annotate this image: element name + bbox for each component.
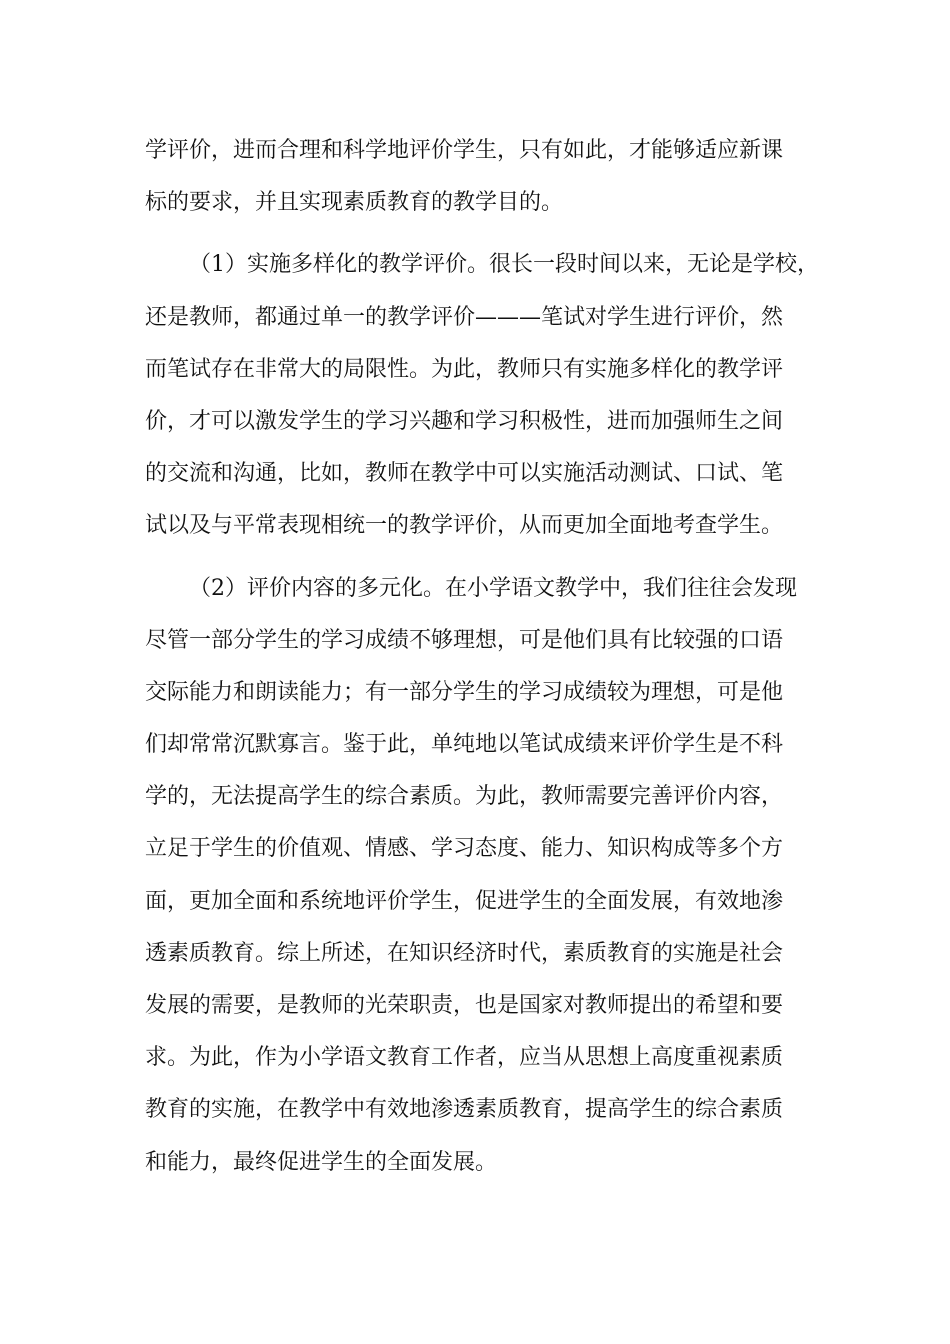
- text-line: 们却常常沉默寡言。鉴于此，单纯地以笔试成绩来评价学生是不科: [145, 732, 784, 758]
- paragraph-diverse-evaluation: [145, 239, 819, 552]
- text-line: 透素质教育。综上所述，在知识经济时代，素质教育的实施是社会: [145, 940, 784, 966]
- text-line: 学的，无法提高学生的综合素质。为此，教师需要完善评价内容，: [145, 784, 784, 810]
- text-line: 教育的实施，在教学中有效地渗透素质教育，提高学生的综合素质: [145, 1097, 784, 1123]
- document-body: [145, 125, 819, 1189]
- text-line: 面，更加全面和系统地评价学生，促进学生的全面发展，有效地渗: [145, 888, 784, 914]
- text-line: 标的要求，并且实现素质教育的教学目的。: [145, 190, 564, 216]
- text-line: （1）实施多样化的教学评价。很长一段时间以来，无论是学校，: [189, 252, 819, 278]
- text-line: 立足于学生的价值观、情感、学习态度、能力、知识构成等多个方: [145, 836, 784, 862]
- text-line: 学评价，进而合理和科学地评价学生，只有如此，才能够适应新课: [145, 138, 784, 163]
- text-line: 价，才可以激发学生的学习兴趣和学习积极性，进而加强师生之间: [145, 408, 784, 434]
- text-line: 和能力，最终促进学生的全面发展。: [145, 1149, 498, 1175]
- text-line: 发展的需要，是教师的光荣职责，也是国家对教师提出的希望和要: [145, 993, 784, 1018]
- paragraph-gap: [145, 229, 805, 239]
- text-line: 还是教师，都通过单一的教学评价———笔试对学生进行评价，然: [145, 304, 784, 330]
- text-line: （2）评价内容的多元化。在小学语文教学中，我们往往会发现: [189, 575, 797, 601]
- text-line: 求。为此，作为小学语文教育工作者，应当从思想上高度重视素质: [145, 1045, 784, 1071]
- text-line: 试以及与平常表现相统一的教学评价，从而更加全面地考查学生。: [145, 513, 784, 539]
- paragraph-diverse-content: [145, 563, 805, 1189]
- text-line: 而笔试存在非常大的局限性。为此，教师只有实施多样化的教学评: [145, 356, 784, 382]
- text-line: 尽管一部分学生的学习成绩不够理想，可是他们具有比较强的口语: [145, 627, 784, 653]
- text-line: 的交流和沟通，比如，教师在教学中可以实施活动测试、口试、笔: [145, 461, 784, 487]
- text-line: 交际能力和朗读能力；有一部分学生的学习成绩较为理想，可是他: [145, 679, 784, 705]
- paragraph-gap: [145, 553, 805, 563]
- paragraph-continuation: [145, 125, 805, 229]
